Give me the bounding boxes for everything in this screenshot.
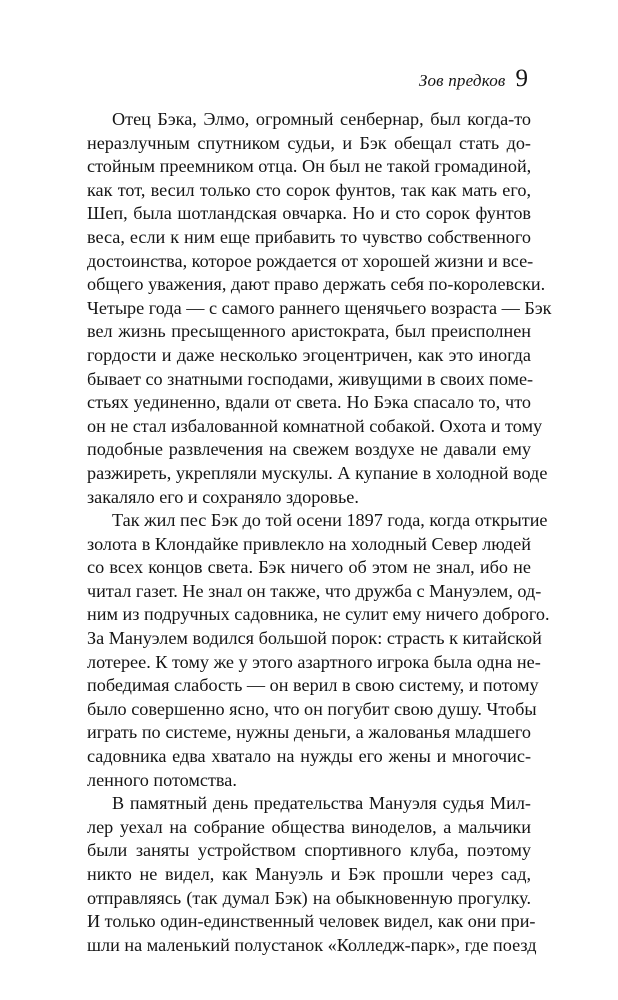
paragraph — [87, 108, 552, 509]
text-line: В памятный день предательства Мануэля судья Мил- — [112, 793, 531, 814]
text-line: садовника едва хватало на нужды его жены и многочис- — [87, 746, 531, 767]
body-text — [87, 108, 552, 957]
text-line: отправляясь (так думал Бэк) на обыкновенную прогулку. — [87, 887, 531, 908]
text-line: со всех концов света. Бэк ничего об этом не знал, ибо не — [87, 557, 531, 578]
text-line: шли на маленький полустанок «Колледж-парк», где поезд — [87, 934, 537, 955]
running-title: Зов предков — [418, 71, 506, 90]
text-line: ленного потомства. — [87, 769, 237, 790]
text-line: подобные развлечения на свежем воздухе не давали ему — [87, 439, 531, 460]
text-line: закаляло его и сохраняло здоровье. — [87, 486, 359, 507]
text-line: вел жизнь пресыщенного аристократа, был преисполнен — [87, 321, 531, 342]
paragraph — [87, 509, 550, 792]
text-line: общего уважения, дают право держать себя по-королевски. — [87, 274, 546, 295]
text-line: И только один-единственный человек видел, как они при- — [87, 911, 536, 932]
text-line: веса, если к ним еще прибавить то чувство собственного — [87, 226, 531, 247]
text-line: читал газет. Не знал он также, что дружба с Мануэлем, од- — [87, 580, 542, 601]
text-line: Так жил пес Бэк до той осени 1897 года, когда открытие — [112, 510, 548, 531]
text-line: стьях уединенно, вдали от света. Но Бэка спасало то, что — [87, 392, 531, 413]
text-line: разжиреть, укрепляли мускулы. А купание в холодной воде — [87, 462, 548, 483]
running-head — [419, 66, 528, 91]
text-line: золота в Клондайке привлекло на холодный Север людей — [87, 533, 531, 554]
text-line: достоинства, которое рождается от хорошей жизни и все- — [87, 250, 534, 271]
text-line: лотерее. К тому же у этого азартного игрока была одна не- — [87, 651, 541, 672]
paragraph — [87, 792, 537, 957]
text-line: играть по системе, нужны деньги, а жалованья младшего — [87, 722, 531, 743]
page-number: 9 — [515, 65, 528, 92]
text-line: ним из подручных садовника, не сулит ему ничего доброго. — [87, 604, 550, 625]
text-line: Шеп, была шотландская овчарка. Но и сто сорок фунтов — [87, 203, 531, 224]
text-line: гордости и даже несколько эгоцентричен, как это иногда — [87, 344, 531, 365]
text-line: неразлучным спутником судьи, и Бэк обещал стать до- — [87, 132, 531, 153]
text-line: стойным преемником отца. Он был не такой громадиной, — [87, 156, 532, 177]
text-line: лер уехал на собрание общества виноделов, а мальчики — [87, 816, 531, 837]
text-line: он не стал избалованной комнатной собакой. Охота и тому — [87, 415, 543, 436]
text-line: Отец Бэка, Элмо, огромный сенбернар, был когда-то — [112, 109, 531, 129]
text-line: бывает со знатными господами, живущими в своих поме- — [87, 368, 534, 389]
text-line: никто не видел, как Мануэль и Бэк прошли через сад, — [87, 864, 531, 884]
text-line: как тот, весил только сто сорок фунтов, так как мать его, — [87, 179, 531, 200]
text-line: были заняты устройством спортивного клуба, поэтому — [87, 840, 531, 861]
text-line: За Мануэлем водился большой порок: страсть к китайской — [87, 628, 542, 649]
text-line: победимая слабость — он верил в свою систему, и потому — [87, 675, 539, 696]
text-line: было совершенно ясно, что он погубит свою душу. Чтобы — [87, 698, 537, 719]
text-line: Четыре года — с самого раннего щенячьего возраста — Бэк — [87, 297, 552, 318]
